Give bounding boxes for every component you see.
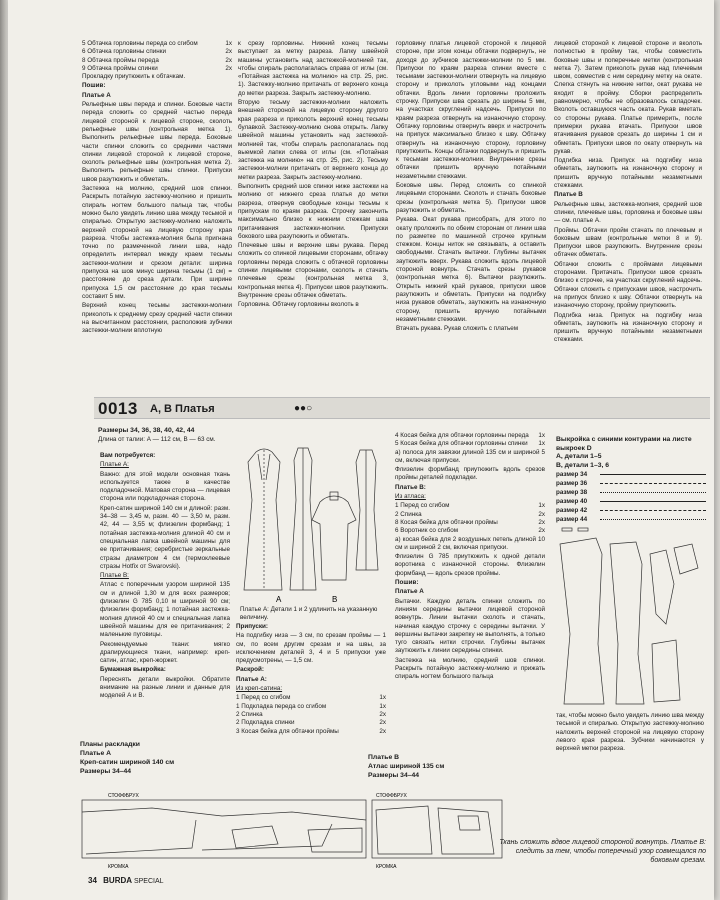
paragraph: Застежка на молнию, средний шов спинки. Раскрыть потайную застежку-молнию и пришить спираль ногтем большого пальца так, чтобы можно было увидеть линию шва между тесьмой и спиралью. Открытую застежку-молнию наложить верхней стороной на лицевую сторону края разреза. Чтобы застежка-молния была пригнана точно по размеченной линии шва, надо определить интервал между краем тесьмы застежки-молнии и срезом детали: ширина припуска на шов минус ширина тесьмы (1 см) = расстояние до среза детали. При ширине припуска 1,5 см расстояние до края тесьмы составит 5 мм. — [82, 185, 232, 300]
heading-materials: Вам потребуется: — [100, 452, 156, 459]
cutting-list-a — [236, 694, 386, 735]
pattern-pieces-drawing — [556, 524, 706, 714]
sizes-b: Размеры 34–44 — [368, 772, 420, 779]
list-item — [82, 65, 232, 73]
paragraph: Важно: для этой модели основная ткань используется также в качестве подкладочной. Матовая сторона — лицевая сторона или подкладочная сторона. — [100, 470, 230, 503]
item-qty: 1x — [538, 432, 545, 439]
paragraph: Креп-сатин шириной 140 см и длиной: разм. 34–38 — 3,45 м, разм. 40 — 3,50 м, разм. 42, 44 — 3,55 м; флизелин формбанд; 1 потайная застежка-молния длиной 40 см и специальная лапка швейной машины для ее притачивания; серебристые зеркальные стразы диаметром 4 см (термоклеевые стразы Hotfix от Swarovski). — [100, 504, 230, 570]
item-text: 1 Перед со сгибом — [236, 694, 291, 702]
list-item — [395, 511, 545, 519]
size-line-sample — [600, 492, 706, 493]
sketch-label-a: A — [276, 595, 282, 604]
item-text: 2 Спинка — [236, 710, 263, 718]
item-text: 1 Подкладка переда со сгибом — [236, 702, 327, 710]
heading-dress-b: Платье В: — [395, 483, 426, 491]
item-qty: 1x — [538, 502, 545, 510]
top-column-3 — [396, 40, 546, 334]
fabric-a: Креп-сатин шириной 140 см — [80, 759, 175, 766]
paragraph: горловину платья лицевой стороной к лицевой стороне, при этом концы обтачки подвернуть, не доходя до зубчиков застежки-молнии по 5 мм. Припуски по краям разреза спинки вместе с тесьмами застежки-молнии отвернуть на лицевую сторону и приколоть угловыми над концами обтачки. Вдоль линии горловины проложить строчку. Припуски шва срезать до ширины 5 мм, на участках скруглений надсечь. Припуски по краям разреза отвернуть на изнаночную сторону. Обтачку горловины отвернуть вверх и настрочить на припуск максимально близко к шву. Обтачку отвернуть на изнаночную сторону, горловину приутюжить. Концы обтачки подвернуть и пришить к тесьмам застежки-молнии. Внутренние срезы обтачки пришить вручную потайными незаметными стежками. — [396, 40, 546, 180]
item-qty: 2x — [225, 64, 232, 72]
paragraph: Рельефные швы, застежка-молния, средний шов спинки, плечевые швы, горловина и боковые швы — см. платье А. — [554, 200, 702, 225]
size-label: размер 34 — [556, 471, 588, 478]
size-label: размер 42 — [556, 507, 588, 514]
size-line-sample — [600, 483, 706, 484]
heading-fabric: Из креп-сатина: — [236, 685, 283, 693]
size-label: размер 36 — [556, 480, 588, 487]
list-item — [395, 502, 545, 510]
paragraph: Переснять детали выкройки. Обратите внимание на разные линии и данные для моделей А и В. — [100, 675, 230, 700]
fold-label: СТОФФБРУХ — [108, 793, 139, 799]
list-item — [236, 694, 386, 702]
paragraph: Горловина. Обтачку горловины вколоть в — [238, 301, 359, 309]
paragraph: Вторую тесьму застежки-молнии наложить внешней стороной на лицевую сторону другого края разреза и приколоть верхний конец тесьмы булавкой. Застежку-молнию снова открыть. Лапку швейной машины установить над застежкой-молнией так, чтобы спираль располагалась под выемкой лапки слева от иглы (см. «Потайная застежка на молнию» на стр. 25, рис. 2). Тесьму застежки-молнии притачать от верхнего конца до метки разреза. Закрыть застежку-молнию. — [238, 99, 388, 181]
paragraph: Рекомендуемые ткани: мягко драпирующиеся ткани, например: креп-сатин, атлас, креп-жоржет. — [100, 640, 230, 665]
paragraph: Подгибка низа. Припуск на подгибку низа обметать, заутюжить на изнаночную сторону и пришить вручную потайными незаметными стежками. — [554, 157, 702, 190]
sizes-a: Размеры 34–44 — [80, 768, 132, 775]
size-line-sample — [600, 510, 706, 511]
size-line-sample — [600, 501, 706, 502]
heading-sewing: Пошив: — [395, 579, 419, 587]
paragraph: Атлас с поперечным узором шириной 135 см и длиной 1,30 м для всех размеров; флизелин G 785 0,10 м шириной 90 см; флизелин формбанд; 1 потайная застежка-молния длиной 40 см и специальная лапка швейной машины для ее притачивания; 2 маленькие пуговицы. — [100, 581, 230, 639]
dress-sketch — [236, 440, 386, 606]
sketch-caption: Платье А: Детали 1 и 2 удлинить на указанную величину. — [240, 606, 378, 621]
item-text: 8 Обтачка проймы переда — [82, 56, 159, 64]
cutting-list-a-cont — [395, 432, 545, 449]
item-qty: 2x — [379, 710, 386, 718]
lining-list — [82, 40, 232, 73]
size-legend-row — [556, 497, 706, 506]
paragraph: Флизелин формбанд приутюжить вдоль срезов проймы деталей подкладки. — [395, 466, 545, 482]
paragraph: На подгибку низа — 3 см, по срезам проймы — 1 см, по всем другим срезам и на швы, за исключением деталей 3, 4 и 5 припуски уже предусмотрены, — 1,5 см. — [236, 632, 386, 665]
sizes-line: Размеры 34, 36, 38, 40, 42, 44 — [98, 427, 195, 434]
size-label: размер 44 — [556, 516, 588, 523]
paragraph: так, чтобы можно было увидеть линию шва между тесьмой и спиралью. Открытую застежку-молнию наложить верхней стороной на лицевую сторону левого края разреза. Зубчики начинаются у верхней метки разреза. — [556, 712, 704, 753]
layout-plan-b-header — [368, 753, 444, 780]
size-label: размер 40 — [556, 498, 588, 505]
paragraph: Верхний конец тесьмы застежки-молнии приколоть к среднему срезу средней части спинки на высчитанном расстоянии, расположив зубчики застежки-молнии вплотную — [82, 302, 232, 335]
size-line-sample — [600, 474, 706, 475]
heading-pattern: Бумажная выкройка: — [100, 666, 166, 674]
size-line-sample — [600, 519, 706, 520]
paragraph: Проймы. Обтачки пройм стачать по плечевым и боковым швам (контрольные метки 8 и 9). Припуски швов разутюжить. Внутренние срезы обтачек обметать. — [554, 226, 702, 259]
size-label: размер 38 — [556, 489, 588, 496]
page-footer — [88, 876, 164, 885]
materials-column — [100, 452, 230, 702]
page-number: 34 — [88, 876, 97, 885]
item-text: 6 Воротник со сгибом — [395, 527, 459, 535]
item-text: 8 Косая бейка для обтачки проймы — [395, 518, 498, 526]
item-text: 2 Спинка — [395, 510, 422, 518]
size-legend-row — [556, 488, 706, 497]
heading-dress-b: Платье В — [554, 191, 583, 199]
size-legend-row — [556, 479, 706, 488]
legend-subtitle-a: А, детали 1–5 — [556, 453, 602, 460]
edge-label: КРОМКА — [376, 864, 397, 870]
page-binding — [0, 0, 8, 900]
allowances-column — [236, 623, 386, 736]
paragraph: Прокладку приутюжить к обтачкам. — [82, 73, 186, 81]
fold-label: СТОФФБРУХ — [376, 793, 407, 799]
brand: BURDA — [103, 876, 132, 885]
list-item — [236, 703, 386, 711]
paragraph: а) полоса для завязки длиной 135 см и шириной 5 см, включая припуски. — [395, 448, 545, 464]
heading-dress-b: Платье В: — [100, 572, 129, 580]
difficulty-dots: ●●○ — [294, 403, 313, 414]
item-qty: 1x — [379, 694, 386, 702]
item-text: 3 Косая бейка для обтачки проймы — [236, 727, 339, 735]
size-legend-row — [556, 470, 706, 479]
brand-special: SPECIAL — [133, 878, 164, 885]
list-item — [395, 440, 545, 448]
item-text: 9 Обтачка проймы спинки — [82, 64, 158, 72]
edge-label: КРОМКА — [108, 864, 129, 870]
top-column-4 — [554, 40, 702, 346]
pattern-legend — [556, 436, 706, 719]
top-column-1 — [82, 40, 232, 336]
list-item — [82, 48, 232, 56]
zipper-column — [556, 712, 704, 754]
paragraph: Подгибка низа. Припуск на подгибку низа обметать, заутюжить на изнаночную сторону и пришить вручную потайными незаметными стежками. — [554, 311, 702, 344]
item-qty: 1x — [538, 440, 545, 448]
item-qty: 2x — [538, 510, 545, 518]
item-text: 2 Подкладка спинки — [236, 719, 295, 727]
top-column-2 — [238, 40, 388, 311]
paragraph: а) косая бейка для 2 воздушных петель длиной 10 см и шириной 2 см, включая припуски. — [395, 535, 545, 551]
paragraph: лицевой стороной к лицевой стороне и вколоть полностью в пройму так, чтобы совместить боковые швы и поперечные метки (контрольная метка 7). Затем приколоть рукав над плечевым швом, совместив с ним середину метку на окате. Слегка стянуть на нижние нитки, окат рукава не входит в пройму. Сборки распределить равномерно, чтобы не образовалось складочек. Вколоть оставшуюся часть оката. Рукав вметать со стороны рукава. Платье примерить, после примерки рукава втачать. Припуски швов втачивания рукавов срезать до ширины 1 см и обметать. Припуски швов по окату отвернуть на рукав. — [554, 40, 702, 155]
heading-layouts: Планы раскладки — [80, 741, 140, 748]
cutting-column — [395, 432, 545, 683]
heading-dress-a: Платье А — [80, 750, 112, 757]
heading-allowances: Припуски: — [236, 623, 269, 630]
magazine-page — [8, 0, 714, 900]
heading-dress-a: Платье А: — [236, 675, 267, 683]
cutting-list-b — [395, 502, 545, 535]
legend-title: Выкройка с синими контурами на листе выкроек D — [556, 436, 692, 452]
item-qty: 2x — [225, 56, 232, 64]
layout-note: Ткань сложить вдвое лицевой стороной вовнутрь. Платье В: следить за тем, чтобы поперечный узор совмещался по боковым срезам. — [499, 839, 706, 864]
fabric-b: Атлас шириной 135 см — [368, 763, 445, 770]
model-banner — [94, 397, 710, 419]
paragraph: Рельефные швы переда и спинки. Боковые части переда сложить со средней частью переда лицевой стороной к лицевой стороне, сколоть рельефные швы (контрольная метка 1). Выполнить рельефные швы переда. Боковые части спинки сложить со средними частями спинки лицевой стороной к лицевой стороне, сколоть рельефные швы (контрольная метка 2). Выполнить рельефные швы спинки. Припуски швов разутюжить и обметать. — [82, 101, 232, 183]
list-item — [236, 711, 386, 719]
heading-dress-a: Платье А: — [100, 461, 129, 469]
heading-dress-a: Платье А — [395, 588, 424, 596]
item-qty: 2x — [379, 727, 386, 735]
item-text: 1 Перед со сгибом — [395, 502, 450, 510]
sketch-label-b: B — [332, 595, 338, 604]
layout-plan-a-header — [80, 740, 174, 776]
paragraph: Боковые швы. Перед сложить со спинкой лицевыми сторонами. Сколоть и стачать боковые срезы (контрольная метка 5). Припуски швов разутюжить и обметать. — [396, 182, 546, 214]
paragraph: Рукава. Окат рукава присобрать, для этого по окату проложить по обеим сторонам от линии шва по разметке по машинной строчке крупным стежком. Концы ниток не связывать, а оставить свободными. Стачать вытачки. Глубины вытачек заутюжить вверх. Рукава сложить вдоль лицевой стороной вовнутрь. Стачать срезы рукавов (контрольная метка 6). Вытачки разутюжить. Открыть нижний край рукавов, припуски швов разутюжить и обметать. Припуски на подгибку низа рукавов обметать, заутюжить на изнаночную сторону, пришить вручную потайными незаметными стежками. — [396, 216, 546, 323]
lengths-line: Длина от талии: А — 112 см, В — 63 см. — [98, 436, 216, 443]
paragraph: Флизелин G 785 приутюжить к одной детали воротника с изнаночной стороны. Флизелин формбанд — вдоль срезов проймы. — [395, 553, 545, 577]
item-text: 6 Обтачка горловины спинки — [82, 48, 166, 56]
list-item — [395, 527, 545, 535]
item-qty: 2x — [538, 518, 545, 526]
heading-fabric: Из атласа: — [395, 493, 426, 501]
paragraph: Обтачки сложить с проймами лицевыми сторонами. Притачать. Припуски швов срезать близко к строчке, на участках скруглений надсечь. Обтачки сложить с припусками швов, настрочить на припуск близко к шву. Обтачки отвернуть на изнаночную сторону, пройму приутюжить. — [554, 260, 702, 310]
list-item — [82, 57, 232, 65]
list-item — [236, 719, 386, 727]
item-text: 5 Обтачка горловины переда со сгибом — [82, 40, 198, 47]
paragraph: Втачать рукава. Рукав сложить с платьем — [396, 325, 519, 333]
heading-cutting: Раскрой: — [236, 666, 264, 674]
heading-dress-b: Платье В — [368, 754, 400, 761]
model-code: 0013 — [98, 399, 138, 418]
paragraph: Выполнить средний шов спинки ниже застежки на молнию от нижнего среза платья до метки разреза, отвернув свободные концы тесьмы к припускам по краям разреза. Строчку закончить максимально близко к нижним стежкам шва притачивания застежки-молнии. Припуски бокового шва разутюжить и обметать. — [238, 183, 388, 240]
item-qty: 2x — [538, 527, 545, 535]
paragraph: Плечевые швы и верхние швы рукава. Перед сложить со спинкой лицевыми сторонами, обтачку горловины переда сложить с обтачкой горловины спинки лицевыми сторонами, сколоть и стачать плечевые срезы (контрольная метка 3, контрольная метка 4). Припуски швов разутюжить. Внутренние срезы обтачек обметать. — [238, 242, 388, 299]
item-text: 5 Косая бейка для обтачки горловины спинки — [395, 440, 528, 448]
item-qty: 1x — [379, 702, 386, 710]
size-line-legend — [556, 470, 706, 524]
legend-subtitle-b: В, детали 1–3, 6 — [556, 461, 610, 469]
item-qty: 1x — [225, 40, 232, 47]
size-legend-row — [556, 515, 706, 524]
paragraph: Вытачки. Каждую деталь спинки сложить по линиям середины вытачки лицевой стороной вовнутрь. Линии вытачки сколоть и стачать, начиная каждую строчку с середины вытачки. У вершины вытачки закрепку не выполнять, а только туго связать нитки строчки. Глубины вытачек заутюжить к линии середины спинки. — [395, 597, 545, 655]
item-qty: 2x — [225, 48, 232, 56]
layout-plan-a — [72, 790, 372, 872]
paragraph: к срезу горловины. Нижний конец тесьмы выступает за метку разреза. Лапку швейной машины установить над застежкой-молнией так, чтобы спираль располагалась справа от иглы (см. «Потайная застежка на молнию» на стр. 25, рис. 1). Застежку-молнию притачать от верхнего конца до метки разреза. Закрыть застежку-молнию. — [238, 40, 388, 97]
heading-dress-a: Платье А — [82, 91, 111, 99]
size-legend-row — [556, 506, 706, 515]
paragraph: Застежка на молнию, средний шов спинки. Раскрыть потайную застежку-молнию и прижать спираль ногтем большого пальца — [395, 656, 545, 681]
item-text: 4 Косая бейка для обтачки горловины переда — [395, 432, 529, 439]
item-qty: 2x — [379, 719, 386, 727]
model-title: A, B Платья — [150, 403, 215, 415]
list-item — [236, 728, 386, 736]
heading-sewing: Пошив: — [82, 82, 106, 90]
